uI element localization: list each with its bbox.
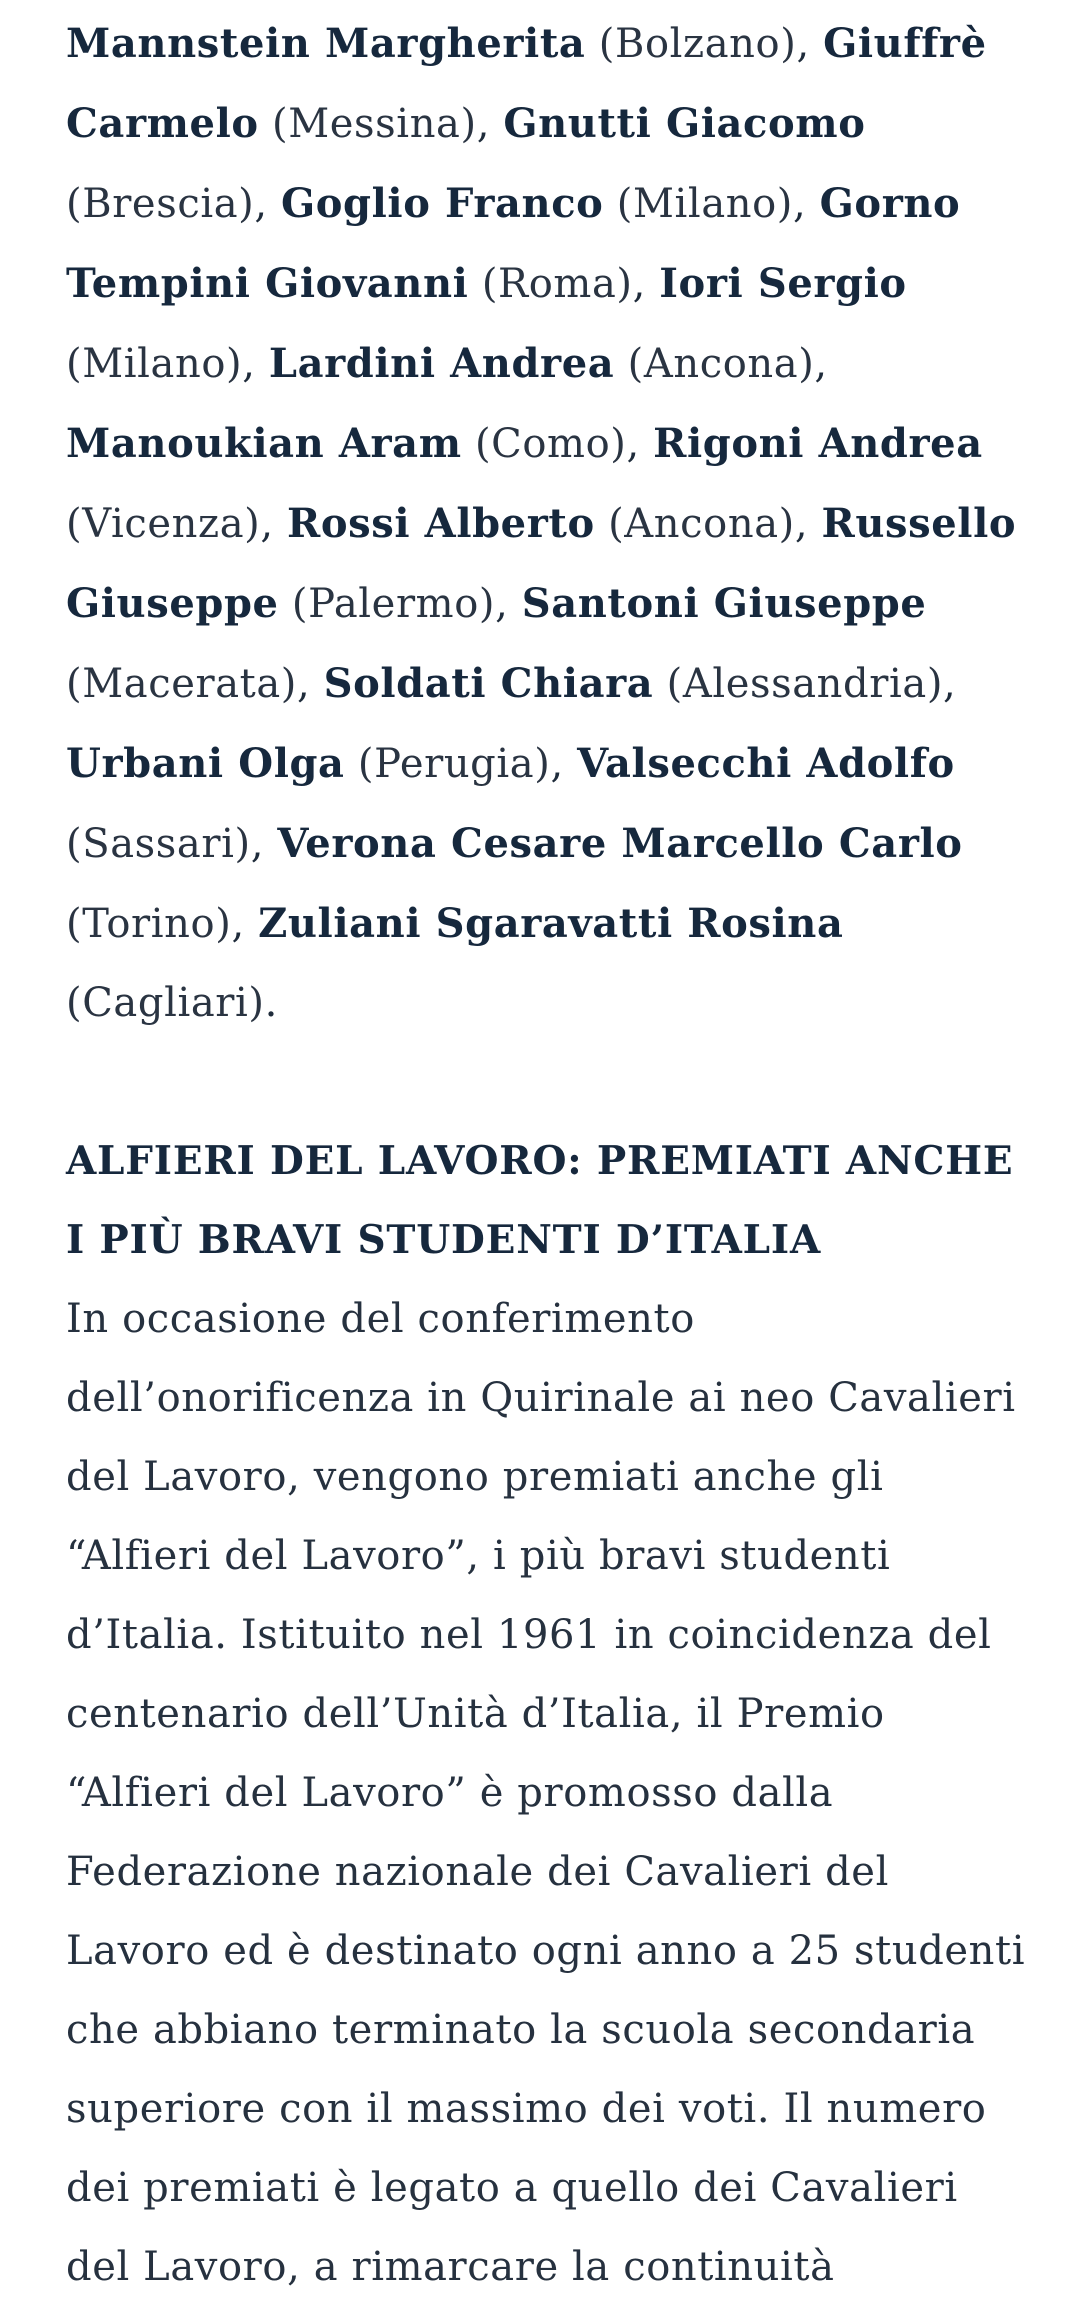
recipient-city: (Ancona): [608, 501, 795, 547]
recipient-city: (Perugia): [357, 741, 551, 787]
article-content: [66, 4, 1026, 2307]
recipients-paragraph: [66, 4, 1026, 1043]
recipient-separator: ,: [796, 21, 824, 67]
recipient-name: Valsecchi Adolfo: [577, 740, 955, 787]
recipient-city: (Milano): [66, 341, 243, 387]
recipient-separator: ,: [296, 661, 324, 707]
recipient-separator: .: [264, 980, 278, 1026]
recipient-separator: ,: [476, 101, 504, 147]
recipient-city: (Macerata): [66, 661, 297, 707]
recipient-separator: ,: [550, 741, 578, 787]
recipient-city: (Torino): [66, 901, 232, 947]
recipient-city: (Roma): [481, 261, 633, 307]
recipient-city: (Vicenza): [66, 501, 261, 547]
recipient-city: (Milano): [616, 181, 794, 227]
recipient-separator: ,: [793, 181, 820, 227]
recipient-separator: ,: [495, 581, 522, 627]
recipient-separator: ,: [254, 181, 282, 227]
recipient-name: Urbani Olga: [66, 740, 345, 787]
section-body-text: In occasione del conferimento dell’onorificenza in Quirinale ai neo Cavalieri del Lavoro, vengono premiati anche gli “Alfieri del Lavoro”, i più bravi studenti d’Italia. Istituito nel 1961 in coincidenza del centenario dell’Unità d’Italia, il Premio “Alfieri del Lavoro” è promosso dalla Federazione nazionale dei Cavalieri del Lavoro ed è destinato ogni anno a 25 studenti che abbiano terminato la scuola secondaria superiore con il massimo dei voti. Il numero dei premiati è legato a quello dei Cavalieri del Lavoro, a rimarcare la continuità: [66, 1296, 1026, 2290]
recipient-name: Verona Cesare Marcello Carlo: [277, 820, 963, 867]
alfieri-section: [66, 1122, 1026, 2307]
recipient-name: Iori Sergio: [659, 260, 907, 307]
recipient-city: (Sassari): [66, 821, 251, 867]
recipient-separator: ,: [943, 661, 957, 707]
recipient-separator: ,: [632, 261, 660, 307]
recipient-name: Lardini Andrea: [268, 340, 615, 387]
recipient-separator: ,: [814, 341, 828, 387]
recipient-city: (Brescia): [66, 181, 255, 227]
recipient-name: Soldati Chiara: [323, 660, 654, 707]
recipient-city: (Messina): [272, 101, 477, 147]
recipient-separator: ,: [626, 421, 654, 467]
recipient-name: Giuffrè Carmelo: [66, 20, 987, 147]
recipient-name: Mannstein Margherita: [66, 20, 586, 67]
recipient-separator: ,: [242, 341, 269, 387]
recipient-separator: ,: [231, 901, 259, 947]
recipient-city: (Alessandria): [666, 661, 944, 707]
recipient-separator: ,: [794, 501, 822, 547]
recipient-name: Russello Giuseppe: [66, 500, 1017, 627]
recipient-name: Rigoni Andrea: [653, 420, 983, 467]
award-recipients-list: [66, 4, 1026, 1043]
recipient-separator: ,: [250, 821, 278, 867]
recipient-name: Zuliani Sgaravatti Rosina: [258, 900, 844, 947]
recipient-name: Santoni Giuseppe: [521, 580, 927, 627]
recipient-name: Rossi Alberto: [287, 500, 595, 547]
recipient-city: (Bolzano): [598, 21, 797, 67]
recipient-name: Gorno Tempini Giovanni: [66, 180, 961, 307]
section-heading: ALFIERI DEL LAVORO: PREMIATI ANCHE I PIÙ BRAVI STUDENTI D’ITALIA: [66, 1138, 1014, 1263]
recipient-city: (Como): [474, 421, 627, 467]
recipient-name: Gnutti Giacomo: [503, 100, 866, 147]
recipient-city: (Cagliari): [66, 980, 265, 1026]
recipient-name: Goglio Franco: [281, 180, 604, 227]
recipient-separator: ,: [260, 501, 287, 547]
recipient-city: (Ancona): [627, 341, 815, 387]
recipient-city: (Palermo): [291, 581, 496, 627]
recipient-name: Manoukian Aram: [66, 420, 462, 467]
